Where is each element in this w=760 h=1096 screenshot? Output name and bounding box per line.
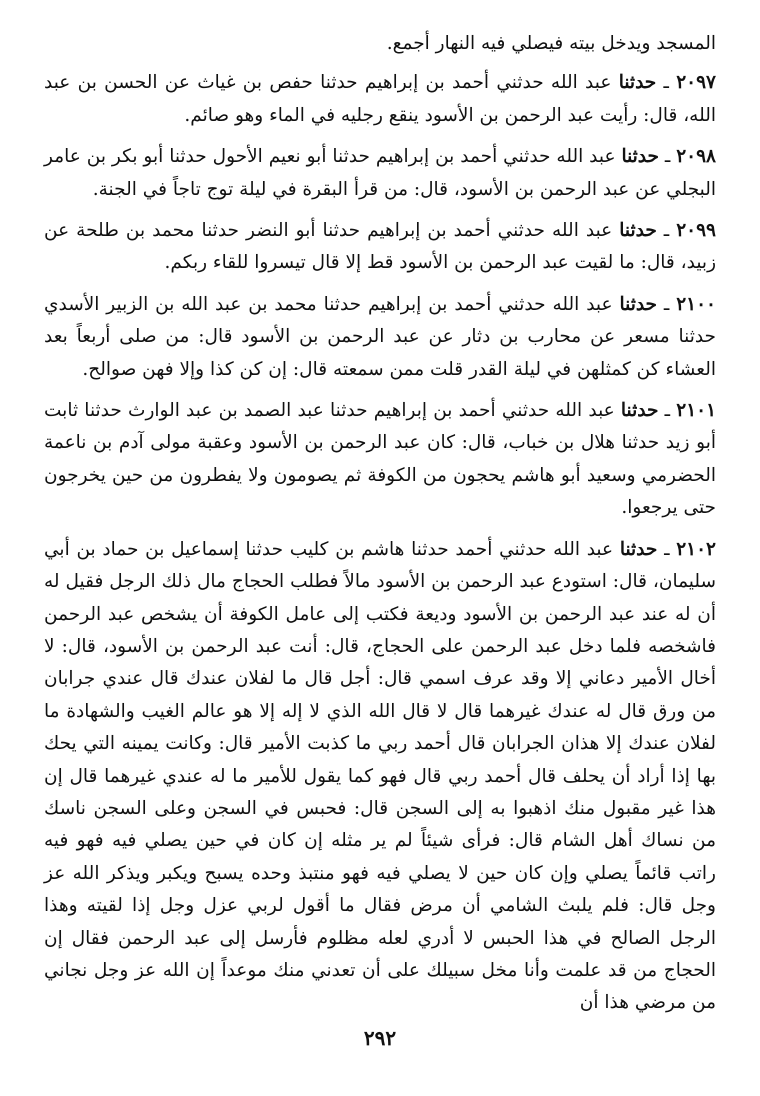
hadith-keyword: حدثنا — [619, 293, 657, 315]
hadith-2097 — [44, 67, 716, 132]
hadith-text: عبد الله حدثني أحمد بن إبراهيم حدثنا حفص بن غياث عن الحسن بن عبد الله، قال: رأيت عبد الرحمن بن الأسود ينقع رجليه في الماء وهو صائم. — [44, 72, 716, 126]
hadith-keyword: حدثنا — [619, 220, 657, 242]
hadith-text: عبد الله حدثني أحمد حدثنا هاشم بن كليب حدثنا إسماعيل بن حماد بن أبي سليمان، قال: استودع عبد الرحمن بن الأسود مالاً فطلب الحجاج مال ذلك الرجل فقيل له أن له عند عبد الرحمن بن الأسود وديعة فكتب إلى عامل الكوفة أن يشخص عبد الرحمن فاشخصه فلما دخل عبد الرحمن على الحجاج، قال: أنت عبد الرحمن بن الأسود، قال: لا أخال الأمير دعاني إلا وقد عرف اسمي قال: أجل قال ما لفلان عندك قال عندي جرابان من ورق قال له عندك غيرهما قال لا قال الله الذي لا إله إلا هو عالم الغيب والشهادة ما لفلان عندك إلا هذان الجرابان قال أحمد ربي ما كذبت الأمير قال: وكانت يمينه التي يحك بها إذا أراد أن يحلف قال أحمد ربي قال فهو كما يقول للأمير ما له عندي غيرهما قال إن هذا غير مقبول منك اذهبوا به إلى السجن قال: فحبس في السجن وعلى السجن ناسك من نساك أهل الشام قال: فرأى شيئاً لم ير مثله إن كان في حين يصلي فيه فهو فيه راتب قائماً يصلي وإن كان حين لا يصلي فيه فهو منتبذ وحده يسبح ويكبر ويذكر الله عز وجل قال: فلم يلبث الشامي أن مرض فقال ما أقول لربي عزل وجل إذا لقيته وهذا الرجل الصالح في هذا الحبس لا أدري لعله مظلوم فأرسل إلى عبد الرحمن فقال إن الحجاج من قد علمت وأنا مخل سبيلك على أن تعدني منك موعداً إن الله عز وجل نجاني من مرضي هذا أن — [44, 538, 716, 1014]
hadith-number: ٢٠٩٧ — [676, 72, 716, 94]
page-number: ٢٩٢ — [363, 1026, 397, 1050]
hadith-2102 — [44, 534, 716, 1020]
hadith-number: ٢٠٩٩ — [676, 220, 716, 242]
hadith-dash: ـ — [656, 293, 677, 315]
hadith-keyword: حدثنا — [618, 72, 657, 94]
hadith-dash: ـ — [656, 72, 677, 94]
hadith-text: عبد الله حدثني أحمد بن إبراهيم حدثنا محمد بن عبد الله بن الزبير الأسدي حدثنا مسعر عن محارب بن دثار عن عبد الرحمن بن الأسود قال: من صلى أربعاً بعد العشاء كن كمثلهن في ليلة القدر قلت ممن سمعته قال: إن كن كذا وإلا فهن صوالح. — [44, 293, 716, 380]
hadith-number: ٢٠٩٨ — [676, 146, 716, 168]
hadith-number: ٢١٠٢ — [676, 538, 716, 560]
hadith-text: عبد الله حدثني أحمد بن إبراهيم حدثنا عبد الصمد بن عبد الوارث حدثنا ثابت أبو زيد حدثنا هلال بن خباب، قال: كان عبد الرحمن بن الأسود وعقبة مولى آدم بن ناعمة الحضرمي وسعيد أبو هاشم يحجون من الكوفة ثم يصومون ولا يفطرون من حين يخرجون حتى يرجعوا. — [44, 400, 716, 519]
hadith-keyword: حدثنا — [619, 538, 658, 560]
hadith-keyword: حدثنا — [620, 400, 659, 422]
continuation-paragraph: المسجد ويدخل بيته فيصلي فيه النهار أجمع. — [386, 33, 716, 54]
hadith-dash: ـ — [657, 538, 677, 560]
hadith-2101 — [44, 395, 716, 525]
hadith-2100 — [44, 289, 716, 386]
hadith-number: ٢١٠٠ — [676, 293, 716, 315]
hadith-text: عبد الله حدثني أحمد بن إبراهيم حدثنا أبو نعيم الأحول حدثنا أبو بكر بن عامر البجلي عن عبد الرحمن بن الأسود، قال: من قرأ البقرة في ليلة توج تاجاً في الجنة. — [44, 146, 716, 200]
hadith-2099 — [44, 215, 716, 280]
hadith-keyword: حدثنا — [621, 146, 659, 168]
hadith-dash: ـ — [658, 400, 677, 422]
hadith-dash: ـ — [656, 220, 677, 242]
hadith-2098 — [44, 141, 716, 206]
hadith-dash: ـ — [658, 146, 677, 168]
hadith-number: ٢١٠١ — [676, 400, 717, 422]
hadith-text: عبد الله حدثني أحمد بن إبراهيم حدثنا أبو النضر حدثنا محمد بن طلحة عن زبيد، قال: ما لقيت عبد الرحمن بن الأسود قط إلا قال تيسروا للقاء ربكم. — [44, 220, 716, 274]
